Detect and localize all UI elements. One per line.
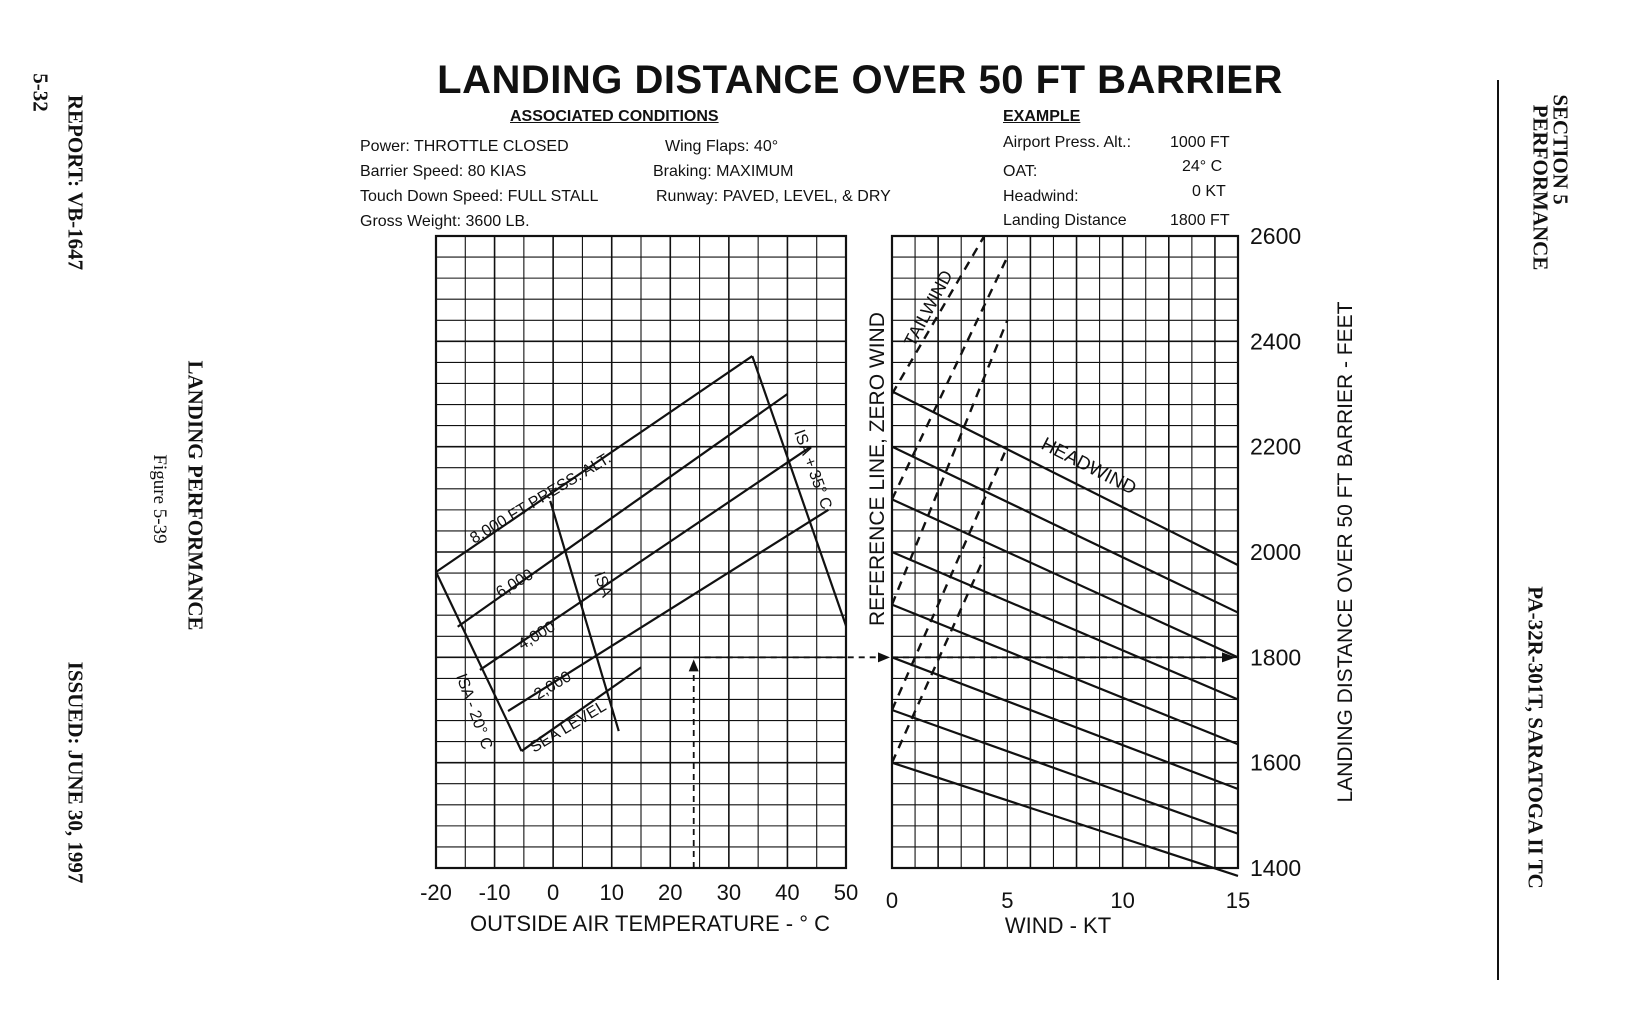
x-tick-label: 10: [1110, 888, 1135, 913]
example-label: Landing Distance: [1003, 212, 1127, 229]
curve-label-isa: ISA: [590, 569, 616, 600]
report-number: REPORT: VB-1647: [63, 94, 88, 271]
x-tick-label: -20: [420, 880, 452, 905]
x-tick-label: 0: [547, 880, 560, 905]
y-tick-label: 1800: [1250, 644, 1302, 671]
section-name: PERFORMANCE: [1528, 104, 1553, 271]
example-arrow-up: [689, 659, 699, 671]
x-tick-label: 40: [775, 880, 800, 905]
x-axis-label-wind: WIND - KT: [1004, 913, 1112, 938]
x-tick-label: 10: [599, 880, 624, 905]
y-tick-label: 2200: [1250, 433, 1302, 460]
temperature-curve: [752, 356, 846, 626]
issued-date: ISSUED: JUNE 30, 1997: [63, 661, 88, 884]
page-number: 5-32: [28, 73, 53, 112]
tailwind-line: [892, 447, 1007, 710]
curve-label-4000: 4,000: [515, 618, 559, 654]
condition-braking: Braking: MAXIMUM: [653, 163, 794, 180]
chart-title: LANDING DISTANCE OVER 50 FT BARRIER: [437, 58, 1283, 102]
y-tick-label: 1600: [1250, 749, 1302, 776]
aircraft-model: PA-32R-301T, SARATOGA II TC: [1523, 586, 1548, 889]
tailwind-label: TAILWIND: [899, 266, 957, 350]
headwind-line: [892, 763, 1238, 876]
headwind-line: [892, 447, 1238, 613]
x-tick-label: -10: [478, 880, 511, 905]
y-tick-label: 2400: [1250, 328, 1302, 355]
y-tick-label: 1400: [1250, 855, 1302, 881]
x-tick-label: 50: [833, 880, 859, 905]
condition-gross-weight: Gross Weight: 3600 LB.: [360, 213, 530, 230]
curve-label-sea-level: SEA LEVEL: [527, 697, 610, 757]
example-arrow-right: [878, 652, 890, 662]
x-axis-label-temperature: OUTSIDE AIR TEMPERATURE - ° C: [469, 911, 831, 936]
conditions-heading: ASSOCIATED CONDITIONS: [510, 108, 719, 125]
figure-number: Figure 5-39: [149, 454, 170, 544]
example-label: Headwind:: [1003, 188, 1079, 205]
example-value: 1000 FT: [1170, 134, 1230, 151]
y-tick-label: 2000: [1250, 539, 1302, 565]
example-label: OAT:: [1003, 163, 1038, 180]
x-tick-label: 20: [658, 880, 683, 905]
condition-touchdown-speed: Touch Down Speed: FULL STALL: [360, 188, 599, 205]
condition-power: Power: THROTTLE CLOSED: [360, 138, 569, 155]
example-value: 24° C: [1182, 158, 1223, 175]
x-tick-label: 0: [885, 888, 899, 913]
example-heading: EXAMPLE: [1003, 108, 1081, 125]
example-value: 0 KT: [1192, 183, 1226, 200]
y-axis-label: LANDING DISTANCE OVER 50 FT BARRIER - FEET: [1334, 301, 1357, 803]
condition-runway: Runway: PAVED, LEVEL, & DRY: [656, 188, 891, 205]
headwind-line: [892, 710, 1238, 834]
y-tick-label: 2600: [1250, 223, 1302, 249]
example-label: Airport Press. Alt.:: [1003, 134, 1132, 151]
figure-title: LANDING PERFORMANCE: [183, 360, 208, 631]
curve-label-8000: 8,000 FT PRESS. ALT.: [467, 449, 615, 548]
x-tick-label: 5: [1001, 888, 1014, 913]
example-value: 1800 FT: [1170, 212, 1230, 229]
curve-label-isa-minus-20: ISA - 20° C: [452, 671, 496, 752]
headwind-line: [892, 499, 1238, 657]
x-tick-label: 30: [716, 880, 742, 905]
curve-label-2000: 2,000: [531, 668, 575, 704]
condition-wing-flaps: Wing Flaps: 40°: [665, 138, 779, 155]
section-number: SECTION 5: [1548, 94, 1573, 205]
curve-label-6000: 6,000: [493, 566, 537, 602]
condition-barrier-speed: Barrier Speed: 80 KIAS: [360, 163, 527, 180]
curve-label-isa-plus-35: ISA + 35° C: [790, 427, 835, 512]
reference-line-label: REFERENCE LINE, ZERO WIND: [866, 312, 889, 626]
x-tick-label: 15: [1225, 888, 1251, 913]
headwind-label: HEADWIND: [1037, 433, 1140, 500]
